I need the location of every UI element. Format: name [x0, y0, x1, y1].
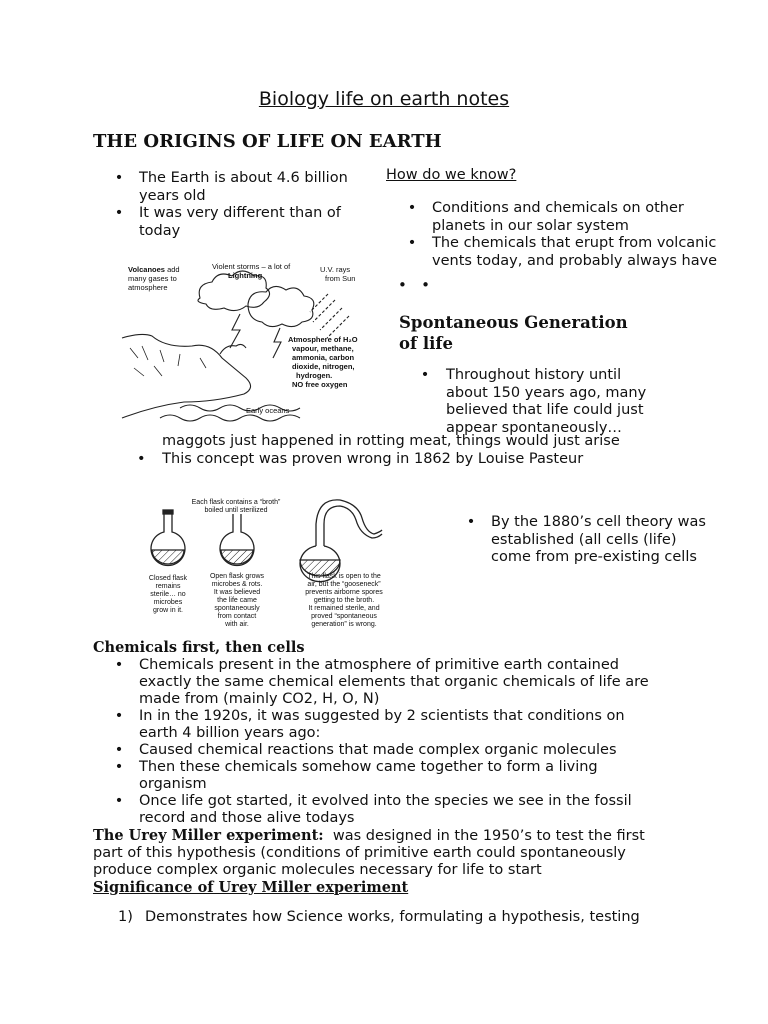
- bullet-dot-icon: •: [420, 367, 430, 383]
- atmosphere-label: Atmosphere of H₂O: [288, 335, 358, 344]
- bullet-text: about 150 years ago, many: [446, 384, 647, 401]
- ocean-wave-icon: [160, 415, 300, 421]
- flask-caption: the life came: [217, 597, 257, 604]
- chemicals-heading: Chemicals first, then cells: [93, 639, 305, 656]
- bullet-text: This concept was proven wrong in 1862 by Louise Pasteur: [162, 451, 584, 467]
- bullet-text: Caused chemical reactions that made complex organic molecules: [139, 742, 617, 758]
- atmosphere-label: vapour, methane,: [292, 344, 354, 353]
- bullet-text: Conditions and chemicals on other: [432, 200, 684, 216]
- bullet-text: record and those alive todays: [139, 810, 355, 826]
- bullet-dot-icon: •: [398, 276, 407, 294]
- urey-miller-bold: The Urey Miller experiment:: [93, 827, 324, 844]
- list-item: [407, 235, 717, 270]
- flask-caption: spontaneously: [214, 605, 260, 612]
- volcanoes-label: atmosphere: [128, 283, 168, 292]
- bullet-text: vents today, and probably always have: [432, 252, 718, 269]
- uv-rays-icon: [310, 294, 349, 338]
- bullet-dot-icon: •: [114, 205, 124, 221]
- bullet-dot-icon: •: [407, 235, 417, 251]
- bullet-dot-icon: •: [114, 657, 124, 673]
- paragraph-text: was designed in the 1950’s to test the first: [323, 828, 645, 844]
- list-item: [407, 200, 717, 235]
- gooseneck-icon: [324, 506, 382, 546]
- bullet-text: believed that life could just: [446, 402, 644, 418]
- flask-caption: Open flask grows: [209, 573, 265, 580]
- flask-caption: microbes & rots.: [211, 581, 263, 588]
- pasteur-flask-illustration: [140, 494, 400, 634]
- oceans-label: Early oceans: [246, 406, 290, 415]
- flask-caption: remains: [155, 583, 181, 590]
- list-item: [114, 759, 649, 793]
- smoke-icon: [220, 344, 246, 354]
- uv-label: from Sun: [325, 274, 356, 283]
- lightning-icon: [273, 328, 281, 358]
- flask-caption: This flask is open to the: [307, 573, 381, 580]
- bullet-text: established (all cells (life): [491, 531, 677, 548]
- bullet-text: come from pre-existing cells: [491, 549, 697, 565]
- flask-caption: It remained sterile, and: [308, 605, 380, 612]
- flask-top-label: Each flask contains a “broth”: [191, 499, 281, 506]
- atmosphere-label: NO free oxygen: [292, 380, 348, 389]
- bullet-dot-icon: •: [407, 200, 417, 216]
- flask-top-label: boiled until sterilized: [204, 507, 268, 514]
- document-title: Biology life on earth notes: [258, 88, 510, 110]
- storms-label: Violent storms – a lot of: [212, 262, 291, 271]
- flask-caption: It was believed: [213, 589, 261, 596]
- list-number: 1): [118, 909, 133, 925]
- list-item: [114, 170, 348, 205]
- bullet-text: planets in our solar system: [432, 217, 629, 234]
- bullet-text: made from (mainly CO2, H, O, N): [139, 691, 380, 707]
- flask-caption: Closed flask: [148, 575, 188, 582]
- list-item: [114, 657, 649, 708]
- rock-texture-icon: [130, 346, 206, 376]
- list-item: [114, 205, 348, 240]
- bullet-text: Throughout history until: [446, 367, 622, 383]
- chemicals-bullet-list: [114, 657, 649, 827]
- heading-line: of life: [399, 334, 453, 353]
- bullet-dot-icon: •: [114, 170, 124, 186]
- cell-theory-bullet: [466, 514, 706, 567]
- bullet-text: years old: [139, 187, 206, 204]
- bullet-text: By the 1880’s cell theory was: [491, 514, 706, 530]
- volcanoes-label: Volcanoes add: [128, 265, 180, 274]
- how-do-we-know-list: [407, 200, 717, 270]
- atmosphere-label: dioxide, nitrogen,: [292, 362, 355, 371]
- how-do-we-know-heading: How do we know?: [386, 167, 517, 183]
- significance-list-item: [118, 909, 640, 925]
- flask-caption: getting to the broth.: [313, 597, 375, 604]
- atmosphere-label: ammonia, carbon: [292, 353, 355, 362]
- bullet-text: today: [139, 222, 181, 239]
- flask-caption: generation” is wrong.: [311, 621, 377, 628]
- bullet-dot-icon: •: [114, 708, 124, 724]
- bullet-text: Then these chemicals somehow came together to form a living: [139, 759, 598, 775]
- list-item: [114, 793, 649, 827]
- flask-caption: air, but the “gooseneck”: [307, 581, 381, 588]
- spontaneous-bullet: [420, 367, 646, 437]
- bullet-text: organism: [139, 776, 207, 792]
- flask-caption: sterile… no: [150, 591, 186, 598]
- empty-bullets: [398, 276, 430, 294]
- bullet-dot-icon: •: [114, 793, 124, 809]
- bullet-text: The Earth is about 4.6 billion: [139, 170, 348, 186]
- paragraph-text: produce complex organic molecules necessary for life to start: [93, 862, 542, 878]
- gooseneck-icon: [316, 500, 382, 546]
- flask-caption: proved “spontaneous: [311, 613, 377, 620]
- uv-label: U.V. rays: [320, 265, 351, 274]
- list-item-text: Demonstrates how Science works, formulating a hypothesis, testing: [145, 909, 640, 925]
- bullet-dot-icon: •: [114, 742, 124, 758]
- bullet-text: Chemicals present in the atmosphere of primitive earth contained: [139, 657, 619, 673]
- storms-label: Lightning: [228, 271, 263, 280]
- list-item: [137, 451, 583, 467]
- bullet-text: exactly the same chemical elements that organic chemicals of life are: [139, 674, 649, 690]
- spontaneous-generation-heading: [399, 312, 628, 354]
- flask-caption: from contact: [217, 613, 257, 620]
- lightning-icon: [230, 314, 240, 348]
- atmosphere-label: hydrogen.: [296, 371, 333, 380]
- flask-caption: microbes: [153, 599, 183, 606]
- bullet-text: Once life got started, it evolved into the species we see in the fossil: [139, 793, 632, 809]
- primitive-earth-illustration: [120, 258, 380, 426]
- bullet-text: earth 4 billion years ago:: [139, 725, 321, 741]
- heading-line: Spontaneous Generation: [399, 313, 628, 332]
- bullet-dot-icon: •: [421, 276, 431, 294]
- stopper-icon: [163, 510, 173, 514]
- bullet-dot-icon: •: [466, 514, 476, 530]
- list-item: [114, 708, 649, 742]
- bullet-dot-icon: •: [114, 759, 124, 775]
- flask-caption: prevents airborne spores: [305, 589, 383, 596]
- flask-caption: grow in it.: [153, 607, 183, 614]
- bullet-text: It was very different than of: [139, 205, 341, 221]
- paragraph-text: part of this hypothesis (conditions of primitive earth could spontaneously: [93, 845, 626, 861]
- origins-heading: THE ORIGINS OF LIFE ON EARTH: [93, 131, 442, 152]
- origins-bullet-list: [114, 170, 348, 240]
- bullet-text: In in the 1920s, it was suggested by 2 scientists that conditions on: [139, 708, 625, 724]
- bullet-dot-icon: •: [137, 451, 146, 467]
- bullet-text: The chemicals that erupt from volcanic: [432, 235, 717, 251]
- flask-caption: with air.: [225, 621, 249, 628]
- urey-miller-paragraph: [93, 827, 645, 896]
- volcanoes-label: many gases to: [128, 274, 177, 283]
- list-item: [114, 742, 649, 759]
- bullet-text: appear spontaneously…: [446, 419, 622, 436]
- spontaneous-continuation: maggots just happened in rotting meat, things would just arise: [162, 433, 620, 449]
- significance-heading: Significance of Urey Miller experiment: [93, 879, 409, 896]
